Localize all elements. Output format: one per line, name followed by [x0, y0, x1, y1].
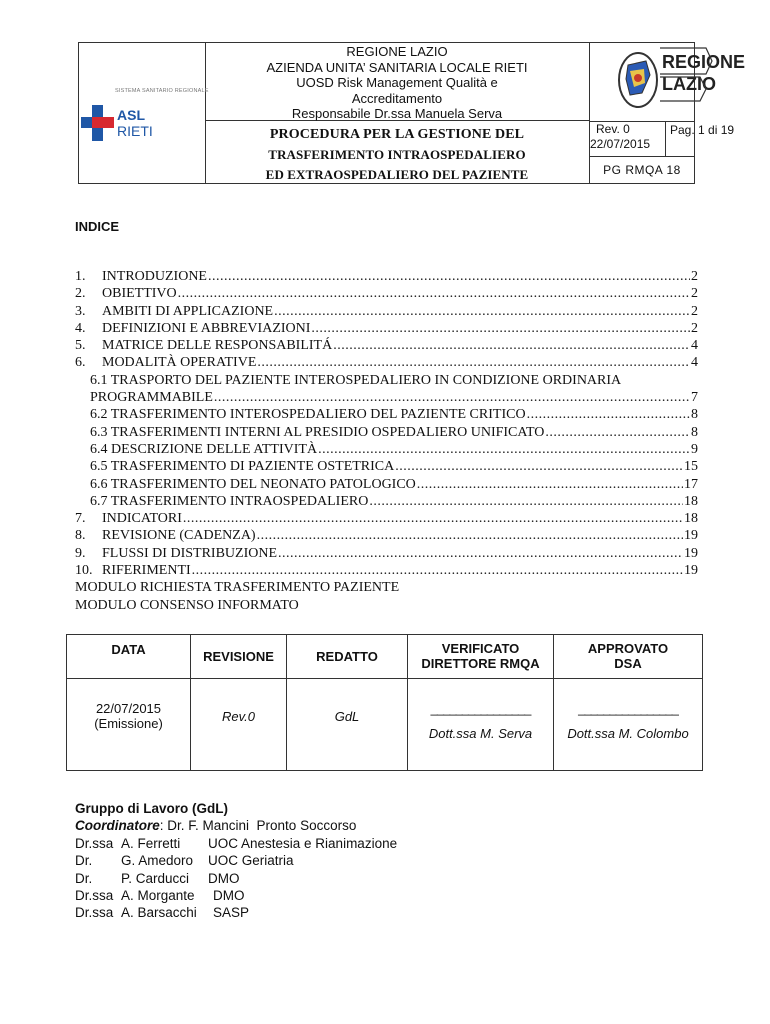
toc-page: 4 [691, 355, 698, 371]
toc-subitem[interactable] [75, 493, 698, 510]
approvato-header-role: DSA [614, 656, 642, 671]
revision-header: REVISIONE [203, 649, 274, 664]
toc-page: 4 [691, 338, 698, 354]
toc-item[interactable] [75, 510, 698, 527]
regione-logo-line1: REGIONE [662, 52, 746, 72]
member-row [75, 904, 397, 921]
asl-city: RIETI [117, 123, 153, 139]
toc-title: RIFERIMENTI [102, 563, 191, 579]
member-title: Dr.ssa [75, 835, 114, 851]
procedure-title [205, 121, 590, 183]
toc-leader [192, 562, 683, 579]
revision-value: Rev.0 [222, 709, 255, 724]
toc-number: 3. [75, 303, 86, 319]
toc-item[interactable] [75, 354, 698, 371]
toc-leader [183, 510, 683, 527]
redatto-value: GdL [334, 709, 360, 724]
coordinator-value: : Dr. F. Mancini Pronto Soccorso [159, 818, 357, 834]
toc-leader [311, 320, 690, 337]
toc-title: INDICATORI [102, 511, 182, 527]
regione-lazio-logo-cell [590, 43, 746, 122]
verificato-signature-line: ________________ [430, 701, 531, 716]
member-unit: UOC Anestesia e Rianimazione [208, 835, 398, 851]
module-entry [75, 579, 698, 596]
toc-subitem[interactable] [75, 441, 698, 458]
toc-page: 8 [691, 407, 698, 423]
toc-title: 6.3 TRASFERIMENTI INTERNI AL PRESIDIO OSPEDALIERO UNIFICATO [90, 424, 545, 440]
toc-number: 8. [75, 528, 86, 544]
regione-logo-line2: LAZIO [662, 74, 716, 94]
toc-subitem[interactable] [75, 406, 698, 423]
toc-item[interactable] [75, 562, 698, 579]
member-unit: DMO [208, 870, 240, 886]
toc-title: MATRICE DELLE RESPONSABILITÁ [102, 338, 333, 354]
member-row [75, 887, 397, 904]
date-column [67, 635, 191, 770]
member-name: G. Amedoro [121, 853, 194, 869]
approvato-signature-line: ________________ [578, 701, 678, 716]
verificato-column [408, 635, 554, 770]
asl-cross-icon [81, 103, 115, 143]
toc-title: PROGRAMMABILE [90, 390, 213, 406]
toc-subitem[interactable] [75, 372, 698, 389]
toc-leader [208, 268, 690, 285]
toc-item[interactable] [75, 337, 698, 354]
toc-page: 2 [691, 320, 698, 336]
toc-item[interactable] [75, 268, 698, 285]
regione-lazio-emblem-icon [616, 49, 660, 111]
toc-subitem[interactable] [75, 424, 698, 441]
asl-name: ASL [117, 107, 145, 123]
toc-number: 4. [75, 320, 86, 336]
member-title: Dr.ssa [75, 905, 114, 921]
toc-leader [257, 354, 690, 371]
member-row [75, 870, 397, 887]
toc-title: 6.2 TRASFERIMENTO INTEROSPEDALIERO DEL PAZIENTE CRITICO [90, 407, 526, 423]
toc-page: 15 [684, 459, 698, 475]
toc-page: 19 [684, 545, 698, 561]
member-name: P. Carducci [121, 870, 190, 886]
member-name: A. Ferretti [121, 835, 181, 851]
toc-item[interactable] [75, 527, 698, 544]
coordinator-row [75, 817, 397, 834]
toc-item[interactable] [75, 545, 698, 562]
redatto-header: REDATTO [316, 649, 378, 664]
index-title: INDICE [75, 219, 120, 234]
toc-page: 8 [691, 424, 698, 440]
toc-title: MODALITÀ OPERATIVE [102, 355, 257, 371]
work-group-title: Gruppo di Lavoro (GdL) [75, 801, 228, 816]
toc-item[interactable] [75, 320, 698, 337]
toc-item[interactable] [75, 303, 698, 320]
toc-title: DEFINIZIONI E ABBREVIAZIONI [102, 320, 311, 336]
toc-title: 6.5 TRASFERIMENTO DI PAZIENTE OSTETRICA [90, 459, 395, 475]
toc-title: FLUSSI DI DISTRIBUZIONE [102, 545, 277, 561]
toc-page: 19 [684, 563, 698, 579]
toc-page: 18 [684, 511, 698, 527]
toc-leader [417, 476, 683, 493]
toc-page: 2 [691, 303, 698, 319]
member-name: A. Barsacchi [121, 905, 197, 921]
approval-table [66, 634, 703, 771]
toc-title: 6.1 TRASPORTO DEL PAZIENTE INTEROSPEDALIERO IN CONDIZIONE ORDINARIA [90, 372, 622, 388]
member-title: Dr.ssa [75, 888, 114, 904]
toc-number: 1. [75, 269, 86, 284]
org-line: Accreditamento [351, 90, 443, 106]
toc-page: 7 [691, 390, 698, 406]
toc-title: INTRODUZIONE [102, 269, 207, 284]
toc-title: 6.4 DESCRIZIONE DELLE ATTIVITÀ [90, 441, 318, 457]
procedure-title-line: TRASFERIMENTO INTRAOSPEDALIERO [268, 147, 526, 162]
organization-block [205, 43, 590, 121]
toc-page: 17 [684, 476, 698, 492]
member-row [75, 852, 397, 869]
verificato-header-role: DIRETTORE RMQA [421, 656, 540, 671]
toc-leader [527, 406, 690, 423]
toc-leader [333, 337, 690, 354]
revision-cell [590, 121, 666, 157]
procedure-title-line: PROCEDURA PER LA GESTIONE DEL [269, 127, 525, 142]
emission-note: (Emissione) [94, 716, 163, 731]
toc-number: 2. [75, 286, 86, 302]
regione-logo-frame-icon [660, 47, 714, 107]
asl-system-label: SISTEMA SANITARIO REGIONALE [115, 88, 209, 94]
table-of-contents [75, 268, 698, 614]
org-line: AZIENDA UNITA’ SANITARIA LOCALE RIETI [266, 59, 528, 75]
module-entry [75, 597, 698, 614]
toc-number: 5. [75, 338, 86, 354]
toc-page: 2 [691, 269, 698, 284]
module-title: MODULO RICHIESTA TRASFERIMENTO PAZIENTE [75, 580, 400, 596]
toc-page: 2 [691, 286, 698, 302]
member-row [75, 835, 397, 852]
member-unit: DMO [213, 888, 245, 904]
emission-date: 22/07/2015 [95, 701, 162, 716]
member-name: A. Morgante [121, 888, 195, 904]
toc-number: 9. [75, 545, 86, 561]
toc-page: 18 [684, 493, 698, 509]
redatto-column [287, 635, 408, 770]
toc-leader [274, 303, 690, 320]
page-number: Pag. 1 di 19 [666, 121, 694, 157]
toc-number: 7. [75, 511, 86, 527]
revision-date: 22/07/2015 [590, 137, 651, 151]
procedure-code: PG RMQA 18 [603, 163, 681, 177]
toc-leader [178, 285, 690, 302]
toc-subitem[interactable] [75, 476, 698, 493]
toc-leader [214, 389, 690, 406]
toc-leader [278, 545, 683, 562]
revision-number: Rev. 0 [596, 122, 630, 136]
toc-subitem[interactable] [75, 458, 698, 475]
work-group [75, 800, 397, 922]
toc-title: AMBITI DI APPLICAZIONE [102, 303, 274, 319]
member-title: Dr. [75, 870, 93, 886]
org-line: UOSD Risk Management Qualità e [296, 75, 498, 90]
approvato-header: APPROVATO [587, 641, 669, 656]
module-title: MODULO CONSENSO INFORMATO [75, 597, 299, 613]
toc-title: REVISIONE (CADENZA) [102, 528, 256, 544]
toc-number: 10. [75, 563, 93, 579]
toc-title: 6.7 TRASFERIMENTO INTRAOSPEDALIERO [90, 493, 369, 509]
org-line: Responsabile Dr.ssa Manuela Serva [291, 106, 503, 121]
toc-item[interactable] [75, 285, 698, 302]
org-line: REGIONE LAZIO [346, 44, 448, 59]
toc-subitem-continuation[interactable] [75, 389, 698, 406]
member-unit: UOC Geriatria [208, 853, 294, 869]
revision-column [191, 635, 287, 770]
procedure-title-line: ED EXTRAOSPEDALIERO DEL PAZIENTE [265, 167, 529, 182]
member-title: Dr. [75, 853, 93, 869]
toc-leader [369, 493, 683, 510]
toc-title: OBIETTIVO [102, 286, 177, 302]
date-header: DATA [111, 642, 146, 657]
approvato-column [554, 635, 702, 770]
approvato-name: Dott.ssa M. Colombo [567, 726, 689, 741]
asl-logo-cell [79, 43, 209, 183]
toc-page: 19 [684, 528, 698, 544]
toc-page: 9 [691, 441, 698, 457]
verificato-header: VERIFICATO [441, 641, 520, 656]
coordinator-label: Coordinatore [75, 818, 160, 834]
toc-leader [395, 458, 683, 475]
document-header [78, 42, 746, 184]
verificato-name: Dott.ssa M. Serva [428, 726, 533, 741]
toc-title: 6.6 TRASFERIMENTO DEL NEONATO PATOLOGICO [90, 476, 416, 492]
toc-leader [257, 527, 683, 544]
member-unit: SASP [213, 905, 250, 921]
toc-number: 6. [75, 355, 86, 371]
toc-leader [545, 424, 690, 441]
toc-leader [318, 441, 690, 458]
